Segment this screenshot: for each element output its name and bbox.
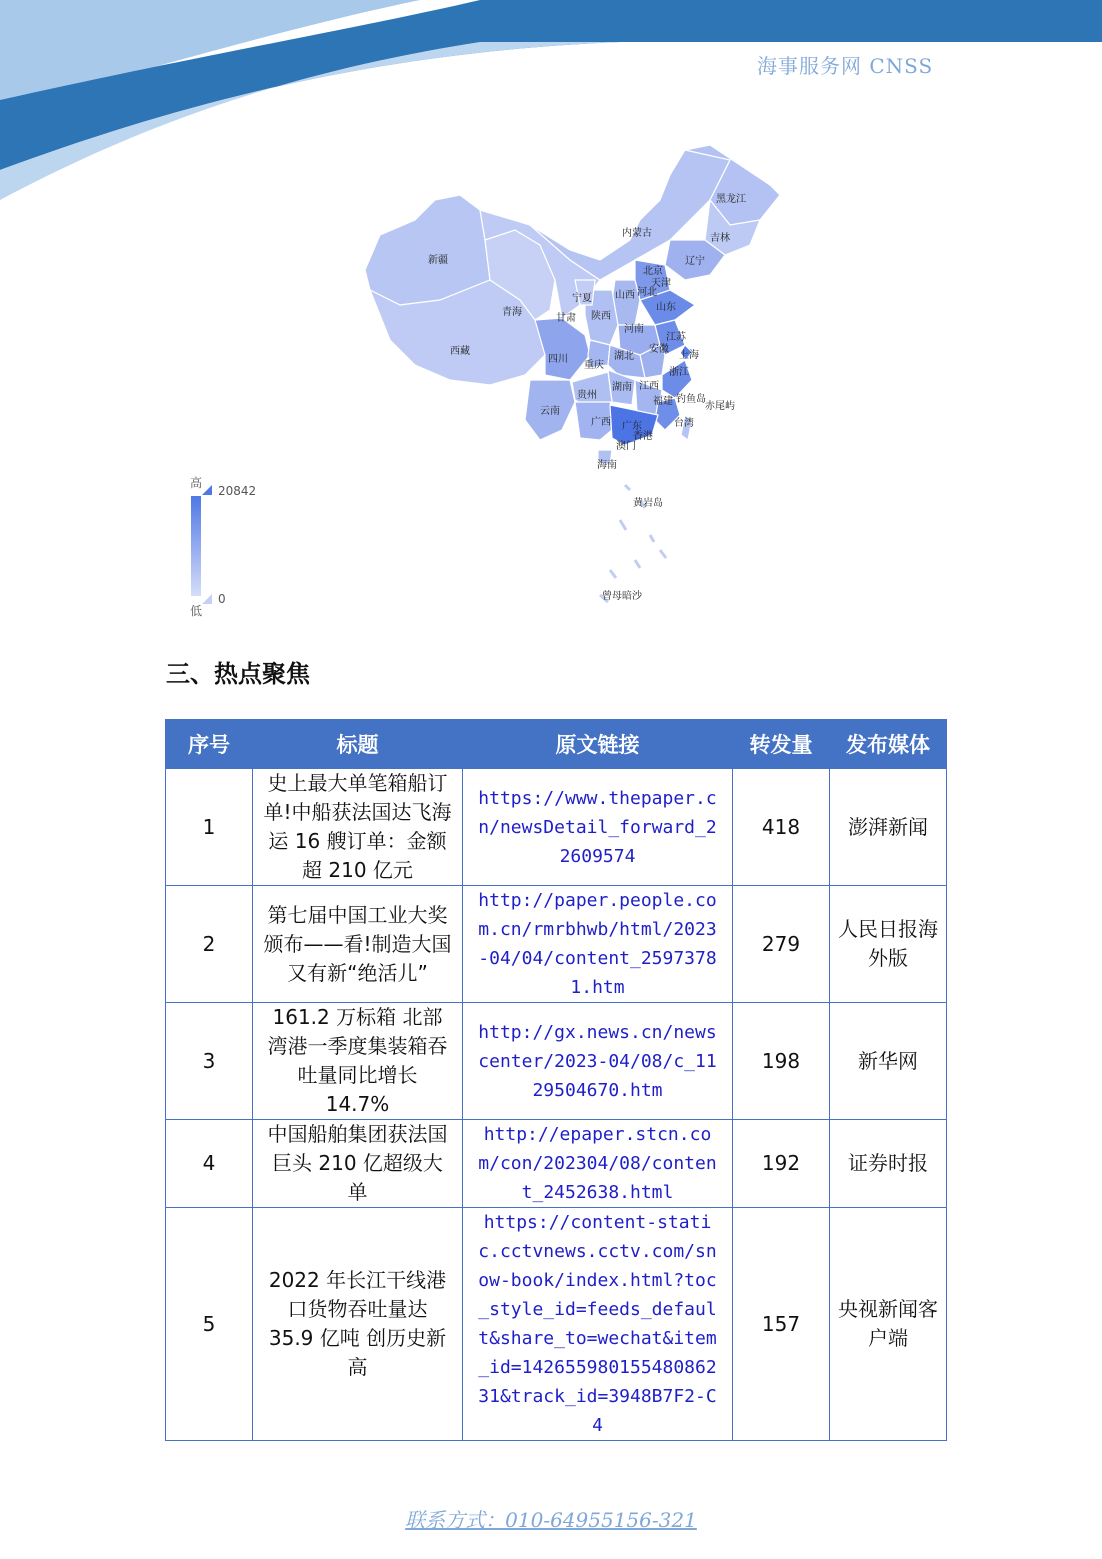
footer-contact[interactable]: 联系方式：010-64955156-321 — [405, 1508, 697, 1532]
map-label: 江西 — [639, 381, 659, 392]
row-media: 央视新闻客户端 — [830, 1208, 947, 1441]
map-label: 台湾 — [674, 418, 694, 429]
column-header: 序号 — [166, 720, 253, 769]
row-number: 2 — [166, 886, 253, 1003]
map-label: 甘肃 — [556, 313, 576, 324]
row-repost-count: 418 — [733, 769, 830, 886]
map-regions — [365, 145, 780, 602]
legend-min-value: 0 — [218, 592, 226, 606]
column-header: 转发量 — [733, 720, 830, 769]
map-label: 澳门 — [616, 441, 636, 452]
map-label: 钓鱼岛 — [676, 394, 706, 405]
map-label: 陕西 — [591, 311, 611, 322]
map-label: 赤尾屿 — [705, 401, 735, 412]
map-label: 山西 — [615, 290, 635, 301]
legend-min-marker — [202, 594, 212, 604]
table-row — [166, 1120, 947, 1208]
map-label: 青海 — [502, 307, 522, 318]
map-label: 曾母暗沙 — [602, 591, 642, 602]
map-label: 江苏 — [666, 332, 686, 343]
map-label: 宁夏 — [572, 293, 592, 304]
table-header-row — [166, 720, 947, 769]
hot-topics-table — [165, 719, 947, 1441]
legend-high-label: 高 — [190, 476, 203, 490]
map-label: 天津 — [651, 278, 671, 289]
legend-max-value: 20842 — [218, 484, 257, 498]
map-label: 西藏 — [450, 346, 470, 357]
map-label: 山东 — [656, 302, 676, 313]
china-heat-map — [340, 140, 800, 620]
row-media: 证券时报 — [830, 1120, 947, 1208]
row-link[interactable]: http://gx.news.cn/newscenter/2023-04/08/c_1129504670.htm — [463, 1003, 733, 1120]
map-label: 北京 — [643, 266, 663, 277]
row-repost-count: 192 — [733, 1120, 830, 1208]
row-link[interactable]: https://www.thepaper.cn/newsDetail_forward_22609574 — [463, 769, 733, 886]
map-label: 新疆 — [428, 255, 448, 266]
map-label: 福建 — [653, 396, 673, 407]
map-legend — [180, 470, 300, 620]
legend-gradient-bar — [191, 496, 201, 596]
row-media: 人民日报海外版 — [830, 886, 947, 1003]
map-label: 贵州 — [577, 390, 597, 401]
column-header: 发布媒体 — [830, 720, 947, 769]
map-label: 广西 — [591, 417, 611, 428]
map-label: 海南 — [597, 460, 617, 471]
map-label: 吉林 — [710, 233, 730, 244]
legend-max-marker — [202, 485, 212, 495]
row-media: 新华网 — [830, 1003, 947, 1120]
table-row — [166, 1208, 947, 1441]
row-number: 3 — [166, 1003, 253, 1120]
map-label: 安徽 — [649, 344, 669, 355]
row-repost-count: 279 — [733, 886, 830, 1003]
row-title: 中国船舶集团获法国巨头 210 亿超级大单 — [253, 1120, 463, 1208]
table-row — [166, 769, 947, 886]
map-label: 黑龙江 — [716, 194, 746, 205]
row-number: 4 — [166, 1120, 253, 1208]
column-header: 标题 — [253, 720, 463, 769]
map-label: 香港 — [633, 431, 653, 442]
map-label: 云南 — [540, 406, 560, 417]
map-label: 湖北 — [614, 351, 634, 362]
map-label: 四川 — [548, 354, 568, 365]
region-zhejiang — [662, 360, 692, 398]
row-repost-count: 198 — [733, 1003, 830, 1120]
map-label: 浙江 — [669, 367, 689, 378]
table-row — [166, 886, 947, 1003]
column-header: 原文链接 — [463, 720, 733, 769]
row-title: 161.2 万标箱 北部湾港一季度集装箱吞吐量同比增长 14.7% — [253, 1003, 463, 1120]
section-title: 三、热点聚焦 — [166, 660, 310, 688]
table-row — [166, 1003, 947, 1120]
row-link[interactable]: https://content-static.cctvnews.cctv.com/snow-book/index.html?toc_style_id=feeds_default&share_to=wechat&item_id=14265598015548086231&track_id=3948B7F2-C4 — [463, 1208, 733, 1441]
site-name: 海事服务网 CNSS — [757, 54, 934, 78]
row-title: 第七届中国工业大奖颁布——看!制造大国又有新“绝活儿” — [253, 886, 463, 1003]
map-label: 重庆 — [584, 360, 604, 371]
map-label: 辽宁 — [685, 256, 705, 267]
row-repost-count: 157 — [733, 1208, 830, 1441]
row-title: 2022 年长江干线港口货物吞吐量达 35.9 亿吨 创历史新高 — [253, 1208, 463, 1441]
map-label: 河南 — [624, 324, 644, 335]
map-label: 河北 — [637, 287, 657, 298]
map-label: 上海 — [679, 350, 699, 361]
region-sichuan — [535, 318, 590, 380]
legend-low-label: 低 — [190, 604, 203, 618]
row-media: 澎湃新闻 — [830, 769, 947, 886]
row-number: 5 — [166, 1208, 253, 1441]
map-label: 湖南 — [612, 382, 632, 393]
row-number: 1 — [166, 769, 253, 886]
row-title: 史上最大单笔箱船订单!中船获法国达飞海运 16 艘订单：金额超 210 亿元 — [253, 769, 463, 886]
row-link[interactable]: http://epaper.stcn.com/con/202304/08/content_2452638.html — [463, 1120, 733, 1208]
map-label: 内蒙古 — [622, 228, 652, 239]
map-label: 黄岩岛 — [633, 498, 663, 509]
map-label: 广东 — [622, 421, 642, 432]
row-link[interactable]: http://paper.people.com.cn/rmrbhwb/html/2023-04/04/content_25973781.htm — [463, 886, 733, 1003]
